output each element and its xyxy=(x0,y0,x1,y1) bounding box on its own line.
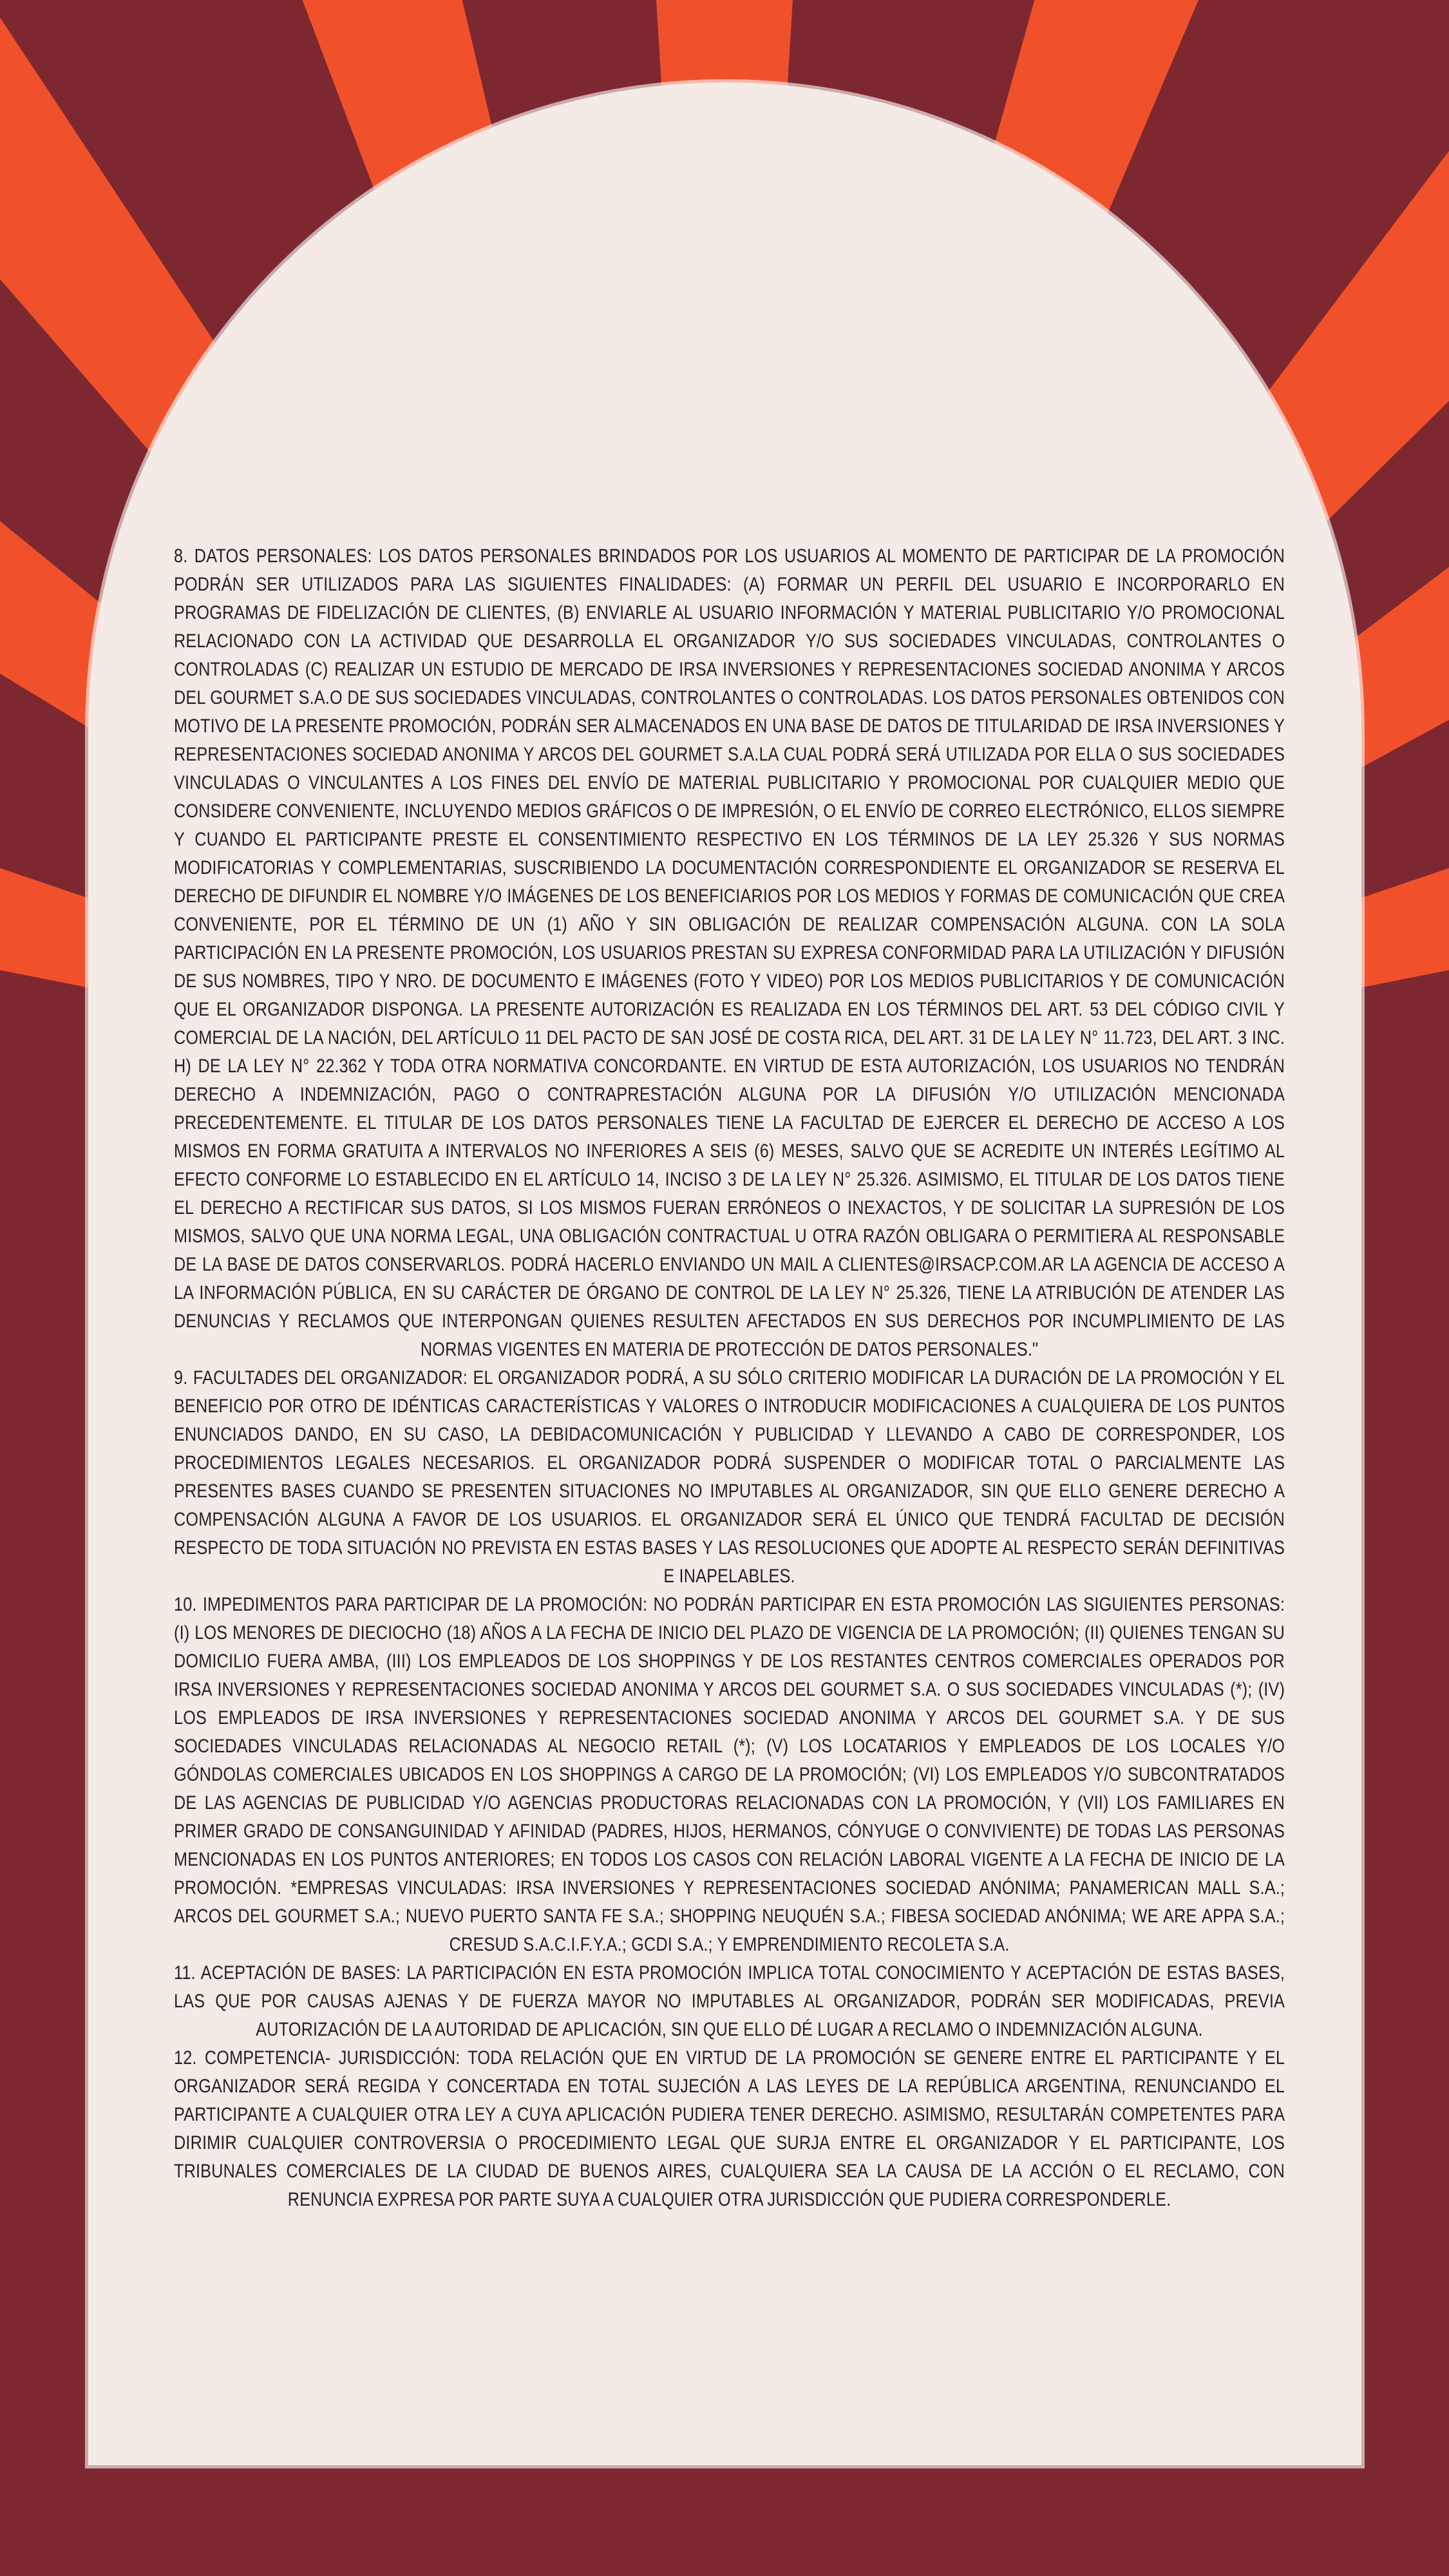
terms-section-11: 11. ACEPTACIÓN DE BASES: LA PARTICIPACIÓN EN ESTA PROMOCIÓN IMPLICA TOTAL CONOCIMIENTO Y ACEPTACIÓN DE ESTAS BASES, LAS QUE POR CAUSAS AJENAS Y DE FUERZA MAYOR NO IMPUTABLES AL ORGANIZADOR, PODRÁN SER MODIFICADAS, PREVIA AUTORIZACIÓN DE LA AUTORIDAD DE APLICACIÓN, SIN QUE ELLO DÉ LUGAR A RECLAMO O INDEMNIZACIÓN ALGUNA. xyxy=(174,1962,1285,2040)
terms-section-10: 10. IMPEDIMENTOS PARA PARTICIPAR DE LA PROMOCIÓN: NO PODRÁN PARTICIPAR EN ESTA PROMOCIÓN LAS SIGUIENTES PERSONAS: (I) LOS MENORES DE DIECIOCHO (18) AÑOS A LA FECHA DE INICIO DEL PLAZO DE VIGENCIA DE LA PROMOCIÓN; (II) QUIENES TENGAN SU DOMICILIO FUERA AMBA, (III) LOS EMPLEADOS DE LOS SHOPPINGS Y DE LOS RESTANTES CENTROS COMERCIALES OPERADOS POR IRSA INVERSIONES Y REPRESENTACIONES SOCIEDAD ANONIMA Y ARCOS DEL GOURMET S.A. O SUS SOCIEDADES VINCULADAS (*); (IV) LOS EMPLEADOS DE IRSA INVERSIONES Y REPRESENTACIONES SOCIEDAD ANONIMA Y ARCOS DEL GOURMET S.A. Y DE SUS SOCIEDADES VINCULADAS RELACIONADAS AL NEGOCIO RETAIL (*); (V) LOS LOCATARIOS Y EMPLEADOS DE LOS LOCALES Y/O GÓNDOLAS COMERCIALES UBICADOS EN LOS SHOPPINGS A CARGO DE LA PROMOCIÓN; (VI) LOS EMPLEADOS Y/O SUBCONTRATADOS DE LAS AGENCIAS DE PUBLICIDAD Y/O AGENCIAS PRODUCTORAS RELACIONADAS CON LA PROMOCIÓN, Y (VII) LOS FAMILIARES EN PRIMER GRADO DE CONSANGUINIDAD Y AFINIDAD (PADRES, HIJOS, HERMANOS, CÓNYUGE O CONVIVIENTE) DE TODAS LAS PERSONAS MENCIONADAS EN LOS PUNTOS ANTERIORES; EN TODOS LOS CASOS CON RELACIÓN LABORAL VIGENTE A LA FECHA DE INICIO DE LA PROMOCIÓN. *EMPRESAS VINCULADAS: IRSA INVERSIONES Y REPRESENTACIONES SOCIEDAD ANÓNIMA; PANAMERICAN MALL S.A.; ARCOS DEL GOURMET S.A.; NUEVO PUERTO SANTA FE S.A.; SHOPPING NEUQUÉN S.A.; FIBESA SOCIEDAD ANÓNIMA; WE ARE APPA S.A.; CRESUD S.A.C.I.F.Y.A.; GCDI S.A.; Y EMPRENDIMIENTO RECOLETA S.A. xyxy=(174,1594,1285,1955)
terms-section-12: 12. COMPETENCIA- JURISDICCIÓN: TODA RELACIÓN QUE EN VIRTUD DE LA PROMOCIÓN SE GENERE ENTRE EL PARTICIPANTE Y EL ORGANIZADOR SERÁ REGIDA Y CONCERTADA EN TOTAL SUJECIÓN A LAS LEYES DE LA REPÚBLICA ARGENTINA, RENUNCIANDO EL PARTICIPANTE A CUALQUIER OTRA LEY A CUYA APLICACIÓN PUDIERA TENER DERECHO. ASIMISMO, RESULTARÁN COMPETENTES PARA DIRIMIR CUALQUIER CONTROVERSIA O PROCEDIMIENTO LEGAL QUE SURJA ENTRE EL ORGANIZADOR Y EL PARTICIPANTE, LOS TRIBUNALES COMERCIALES DE LA CIUDAD DE BUENOS AIRES, CUALQUIERA SEA LA CAUSA DE LA ACCIÓN O EL RECLAMO, CON RENUNCIA EXPRESA POR PARTE SUYA A CUALQUIER OTRA JURISDICCIÓN QUE PUDIERA CORRESPONDERLE. xyxy=(174,2047,1285,2210)
terms-section-8: 8. DATOS PERSONALES: LOS DATOS PERSONALES BRINDADOS POR LOS USUARIOS AL MOMENTO DE PARTICIPAR DE LA PROMOCIÓN PODRÁN SER UTILIZADOS PARA LAS SIGUIENTES FINALIDADES: (A) FORMAR UN PERFIL DEL USUARIO E INCORPORARLO EN PROGRAMAS DE FIDELIZACIÓN DE CLIENTES, (B) ENVIARLE AL USUARIO INFORMACIÓN Y MATERIAL PUBLICITARIO Y/O PROMOCIONAL RELACIONADO CON LA ACTIVIDAD QUE DESARROLLA EL ORGANIZADOR Y/O SUS SOCIEDADES VINCULADAS, CONTROLANTES O CONTROLADAS (C) REALIZAR UN ESTUDIO DE MERCADO DE IRSA INVERSIONES Y REPRESENTACIONES SOCIEDAD ANONIMA Y ARCOS DEL GOURMET S.A.O DE SUS SOCIEDADES VINCULADAS, CONTROLANTES O CONTROLADAS. LOS DATOS PERSONALES OBTENIDOS CON MOTIVO DE LA PRESENTE PROMOCIÓN, PODRÁN SER ALMACENADOS EN UNA BASE DE DATOS DE TITULARIDAD DE IRSA INVERSIONES Y REPRESENTACIONES SOCIEDAD ANONIMA Y ARCOS DEL GOURMET S.A.LA CUAL PODRÁ SERÁ UTILIZADA POR ELLA O SUS SOCIEDADES VINCULADAS O VINCULANTES A LOS FINES DEL ENVÍO DE MATERIAL PUBLICITARIO Y PROMOCIONAL POR CUALQUIER MEDIO QUE CONSIDERE CONVENIENTE, INCLUYENDO MEDIOS GRÁFICOS O DE IMPRESIÓN, O EL ENVÍO DE CORREO ELECTRÓNICO, ELLOS SIEMPRE Y CUANDO EL PARTICIPANTE PRESTE EL CONSENTIMIENTO RESPECTIVO EN LOS TÉRMINOS DE LA LEY 25.326 Y SUS NORMAS MODIFICATORIAS Y COMPLEMENTARIAS, SUSCRIBIENDO LA DOCUMENTACIÓN CORRESPONDIENTE EL ORGANIZADOR SE RESERVA EL DERECHO DE DIFUNDIR EL NOMBRE Y/O IMÁGENES DE LOS BENEFICIARIOS POR LOS MEDIOS Y FORMAS DE COMUNICACIÓN QUE CREA CONVENIENTE, POR EL TÉRMINO DE UN (1) AÑO Y SIN OBLIGACIÓN DE REALIZAR COMPENSACIÓN ALGUNA. CON LA SOLA PARTICIPACIÓN EN LA PRESENTE PROMOCIÓN, LOS USUARIOS PRESTAN SU EXPRESA CONFORMIDAD PARA LA UTILIZACIÓN Y DIFUSIÓN DE SUS NOMBRES, TIPO Y NRO. DE DOCUMENTO E IMÁGENES (FOTO Y VIDEO) POR LOS MEDIOS PUBLICITARIOS Y DE COMUNICACIÓN QUE EL ORGANIZADOR DISPONGA. LA PRESENTE AUTORIZACIÓN ES REALIZADA EN LOS TÉRMINOS DEL ART. 53 DEL CÓDIGO CIVIL Y COMERCIAL DE LA NACIÓN, DEL ARTÍCULO 11 DEL PACTO DE SAN JOSÉ DE COSTA RICA, DEL ART. 31 DE LA LEY N° 11.723, DEL ART. 3 INC. H) DE LA LEY N° 22.362 Y TODA OTRA NORMATIVA CONCORDANTE. EN VIRTUD DE ESTA AUTORIZACIÓN, LOS USUARIOS NO TENDRÁN DERECHO A INDEMNIZACIÓN, PAGO O CONTRAPRESTACIÓN ALGUNA POR LA DIFUSIÓN Y/O UTILIZACIÓN MENCIONADA PRECEDENTEMENTE. EL TITULAR DE LOS DATOS PERSONALES TIENE LA FACULTAD DE EJERCER EL DERECHO DE ACCESO A LOS MISMOS EN FORMA GRATUITA A INTERVALOS NO INFERIORES A SEIS (6) MESES, SALVO QUE SE ACREDITE UN INTERÉS LEGÍTIMO AL EFECTO CONFORME LO ESTABLECIDO EN EL ARTÍCULO 14, INCISO 3 DE LA LEY N° 25.326. ASIMISMO, EL TITULAR DE LOS DATOS TIENE EL DERECHO A RECTIFICAR SUS DATOS, SI LOS MISMOS FUERAN ERRÓNEOS O INEXACTOS, Y DE SOLICITAR LA SUPRESIÓN DE LOS MISMOS, SALVO QUE UNA NORMA LEGAL, UNA OBLIGACIÓN CONTRACTUAL U OTRA RAZÓN OBLIGARA O PERMITIERA AL RESPONSABLE DE LA BASE DE DATOS CONSERVARLOS. PODRÁ HACERLO ENVIANDO UN MAIL A CLIENTES@IRSACP.COM.AR LA AGENCIA DE ACCESO A LA INFORMACIÓN PÚBLICA, EN SU CARÁCTER DE ÓRGANO DE CONTROL DE LA LEY N° 25.326, TIENE LA ATRIBUCIÓN DE ATENDER LAS DENUNCIAS Y RECLAMOS QUE INTERPONGAN QUIENES RESULTEN AFECTADOS EN SUS DERECHOS POR INCUMPLIMIENTO DE LAS NORMAS VIGENTES EN MATERIA DE PROTECCIÓN DE DATOS PERSONALES." xyxy=(174,545,1285,1360)
terms-section-9: 9. FACULTADES DEL ORGANIZADOR: EL ORGANIZADOR PODRÁ, A SU SÓLO CRITERIO MODIFICAR LA DURACIÓN DE LA PROMOCIÓN Y EL BENEFICIO POR OTRO DE IDÉNTICAS CARACTERÍSTICAS Y VALORES O INTRODUCIR MODIFICACIONES A CUALQUIERA DE LOS PUNTOS ENUNCIADOS DANDO, EN SU CASO, LA DEBIDACOMUNICACIÓN Y PUBLICIDAD Y LLEVANDO A CABO DE CORRESPONDER, LOS PROCEDIMIENTOS LEGALES NECESARIOS. EL ORGANIZADOR PODRÁ SUSPENDER O MODIFICAR TOTAL O PARCIALMENTE LAS PRESENTES BASES CUANDO SE PRESENTEN SITUACIONES NO IMPUTABLES AL ORGANIZADOR, SIN QUE ELLO GENERE DERECHO A COMPENSACIÓN ALGUNA A FAVOR DE LOS USUARIOS. EL ORGANIZADOR SERÁ EL ÚNICO QUE TENDRÁ FACULTAD DE DECISIÓN RESPECTO DE TODA SITUACIÓN NO PREVISTA EN ESTAS BASES Y LAS RESOLUCIONES QUE ADOPTE AL RESPECTO SERÁN DEFINITIVAS E INAPELABLES. xyxy=(174,1367,1285,1587)
terms-text xyxy=(174,542,1285,2214)
